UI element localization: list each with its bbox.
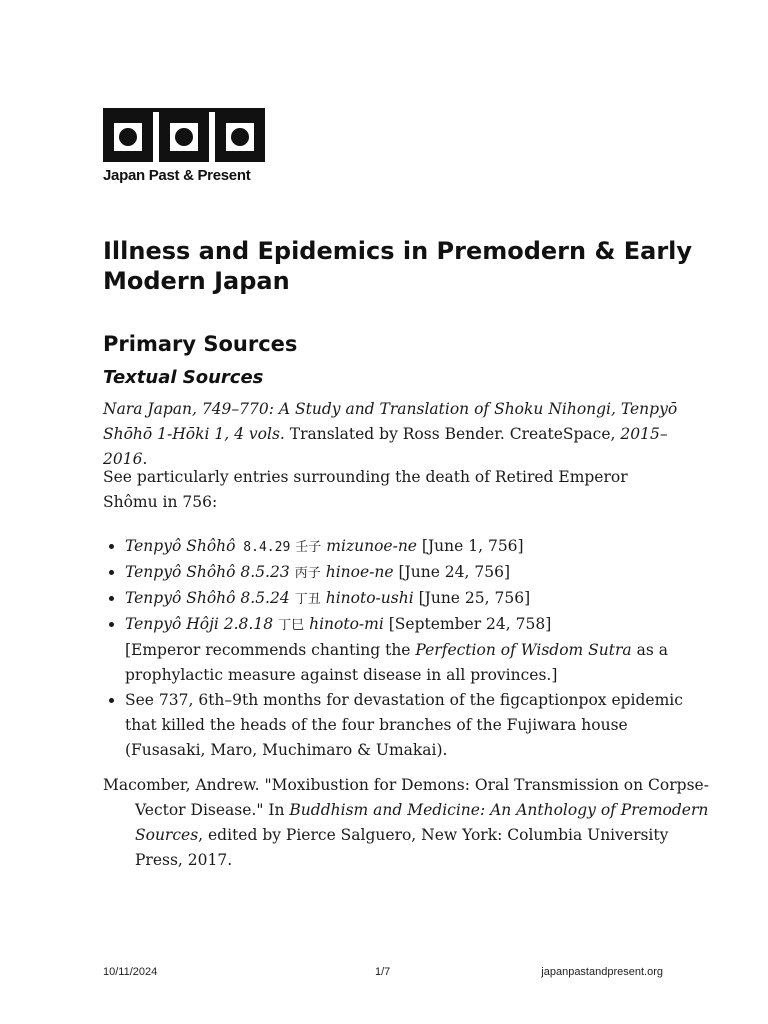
entry-date: [June 25, 756]	[413, 589, 531, 607]
jpp-logo-icon	[103, 108, 265, 164]
entry-number: 8.4.29	[235, 540, 291, 555]
entry-era: Tenpyô Shôhô	[125, 537, 236, 555]
list-item	[125, 534, 700, 560]
page-title: Illness and Epidemics in Premodern & Early Modern Japan	[103, 237, 693, 295]
entry-kanji: 丁巳	[278, 618, 305, 633]
footer-date: 10/11/2024	[103, 966, 158, 978]
subsection-heading: Textual Sources	[103, 367, 264, 388]
source-end: .	[142, 450, 148, 468]
entry-note-title: Perfection of Wisdom Sutra	[415, 641, 632, 659]
entry-date: [June 1, 756]	[416, 537, 524, 555]
entry-era: Tenpyô Shôhô 8.5.24	[125, 589, 290, 607]
footer-page-number: 1/7	[375, 966, 391, 978]
entry-note: [Emperor recommends chanting the	[125, 641, 416, 659]
list-item	[125, 560, 700, 586]
entry-date: [June 24, 756]	[393, 563, 511, 581]
entry-era: Tenpyô Hôji 2.8.18	[125, 615, 274, 633]
list-item	[125, 612, 700, 688]
logo-wordmark: Japan Past & Present	[103, 167, 251, 184]
source-publisher: Translated by Ross Bender. CreateSpace,	[284, 425, 621, 443]
entry-note-end: as a prophylactic measure against disease in all provinces.]	[125, 641, 668, 684]
source-title: Nara Japan, 749–770: A Study and Translation of Shoku Nihongi, Tenpyō Shōhō 1-Hōki 1, 4 vols.	[103, 400, 678, 443]
reference-author: Macomber, Andrew. "Moxibustion for Demons: Oral Transmission on Corpse-Vector Disease." In	[103, 776, 709, 819]
site-logo[interactable]	[103, 108, 265, 184]
source-years: 2015–2016	[103, 425, 668, 468]
reference-citation	[103, 773, 710, 873]
footer-site-link[interactable]: japanpastandpresent.org	[541, 966, 663, 978]
section-heading: Primary Sources	[103, 332, 298, 356]
reference-book-title: Buddhism and Medicine: An Anthology of Premodern Sources	[135, 801, 709, 844]
entry-sexagenary: hinoto-ushi	[325, 589, 414, 607]
entry-kanji: 丙子	[294, 566, 321, 581]
list-item	[125, 586, 700, 612]
entry-kanji: 壬子	[295, 540, 322, 555]
entry-sexagenary: mizunoe-ne	[326, 537, 417, 555]
entry-sexagenary: hinoe-ne	[325, 563, 394, 581]
entry-list	[103, 534, 700, 763]
source-citation	[103, 397, 678, 472]
entry-date: [September 24, 758]	[383, 615, 552, 633]
list-item: • See 737, 6th–9th months for devastation of the figcaptionpox epidemic that killed the heads of the four branches of the Fujiwara house (Fusasaki, Maro, Muchimaro & Umakai).	[125, 688, 700, 763]
entry-kanji: 丁丑	[294, 592, 321, 607]
intro-paragraph: See particularly entries surrounding the death of Retired Emperor Shômu in 756:	[103, 468, 628, 511]
reference-publisher: , edited by Pierce Salguero, New York: Columbia University Press, 2017.	[135, 826, 669, 869]
entry-sexagenary: hinoto-mi	[309, 615, 384, 633]
entry-era: Tenpyô Shôhô 8.5.23	[125, 563, 290, 581]
